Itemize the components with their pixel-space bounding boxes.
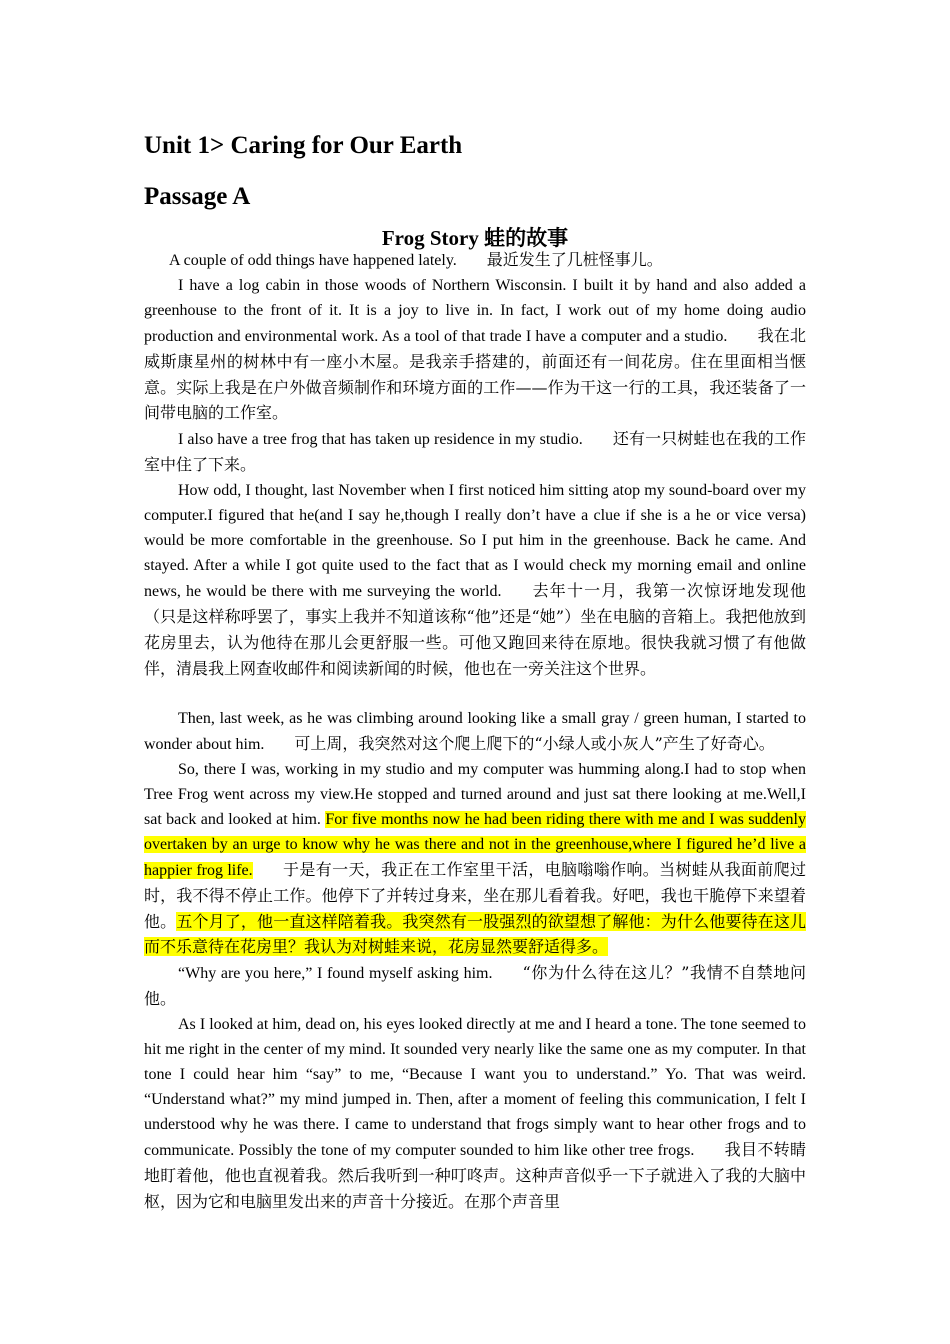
passage-body — [144, 248, 806, 1215]
paragraph-8-english: As I looked at him, dead on, his eyes looked directly at me and I heard a tone. The tone seemed to hit me right in the center of my mind. It sounded very nearly like the same one as my computer. In that tone I could hear him “say” to me, “Because I want you to understand.” Yo. That was weird. “Understand what?” my mind jumped in. Then, after a moment of feeling this communication, I felt I understood why he was there. I came to understand that frogs simply want to hear other frogs and to communicate. Possibly the tone of my computer sounded to him like other tree frogs. — [144, 1016, 806, 1159]
passage-title: Passage A — [144, 183, 251, 210]
story-title: Frog Story 蛙的故事 — [381, 226, 569, 250]
paragraph-4-chinese: 去年十一月，我第一次惊讶地发现他（只是这样称呼罢了，事实上我并不知道该称“他”还是“她”）坐在电脑的音箱上。我把他放到花房里去，认为他待在那儿会更舒服一些。可他又跑回来待在原地。很快我就习惯了有他做伴，清晨我上网查收邮件和阅读新闻的时候，他也在一旁关注这个世界。 — [144, 580, 806, 678]
paragraph-6-english: So, there I was, working in my studio and my computer was humming along.I had to stop when Tree Frog went across my view.He stopped and turned around and just sat there looking at me.Well,I sat back and looked at him. — [144, 761, 806, 828]
paragraph-3-english: I also have a tree frog that has taken up residence in my studio. — [178, 431, 583, 449]
paragraph-1-english: A couple of odd things have happened lately. — [169, 252, 457, 269]
paragraph-8 — [144, 1013, 806, 1215]
unit-title: Unit 1> Caring for Our Earth — [144, 132, 463, 159]
paragraph-5-chinese: 可上周，我突然对这个爬上爬下的“小绿人或小灰人”产生了好奇心。 — [294, 734, 775, 754]
paragraph-6-english-highlight: For five months now he had been riding there with me and I was suddenly overtaken by an urge to know why he was there and not in the greenhouse,where I figured he’d live a happier frog life. — [144, 810, 807, 879]
paragraph-7 — [144, 961, 806, 1013]
paragraph-4-english: How odd, I thought, last November when I first noticed him sitting atop my sound-board over my computer.I figured that he(and I say he,though I really don’t have a clue if she is a he or vice versa) would be more comfortable in the greenhouse. So I put him in the greenhouse. Back he came. And stayed. After a while I got quite used to the fact that as I would check my morning email and online news, he would be there with me surveying the world. — [144, 482, 806, 600]
paragraph-7-chinese: “你为什么待在这儿？”我情不自禁地问他。 — [144, 963, 806, 1009]
paragraph-6-chinese-highlight: 五个月了，他一直这样陪着我。我突然有一股强烈的欲望想了解他：为什么他要待在这儿而不乐意待在花房里？我认为对树蛙来说，花房显然要舒适得多。 — [144, 911, 806, 957]
paragraph-5-english: Then, last week, as he was climbing around looking like a small gray / green human, I started to wonder about him. — [144, 710, 806, 754]
paragraph-6 — [144, 758, 806, 961]
paragraph-2-chinese: 我在北威斯康星州的树林中有一座小木屋。是我亲手搭建的，前面还有一间花房。住在里面相当惬意。实际上我是在户外做音频制作和环境方面的工作——作为干这一行的工具，我还装备了一间带电脑的工作室。 — [144, 325, 806, 423]
paragraph-4 — [144, 479, 806, 682]
paragraph-3-chinese: 还有一只树蛙也在我的工作室中住了下来。 — [144, 429, 806, 475]
paragraph-5 — [144, 707, 806, 758]
paragraph-1-chinese: 最近发生了几桩怪事儿。 — [486, 250, 663, 269]
paragraph-6-chinese: 于是有一天，我正在工作室里干活，电脑嗡嗡作响。当树蛙从我面前爬过时，我不得不停止工作。他停下了并转过身来，坐在那儿看着我。好吧，我也干脆停下来望着他。 — [144, 859, 806, 931]
paragraph-3 — [144, 427, 806, 479]
paragraph-1 — [144, 248, 806, 274]
paragraph-7-english: “Why are you here,” I found myself asking him. — [178, 965, 493, 983]
paragraph-2-english: I have a log cabin in those woods of Northern Wisconsin. I built it by hand and also added a greenhouse to the front of it. It is a joy to live in. In fact, I work out of my home doing audio production and environmental work. As a tool of that trade I have a computer and a studio. — [144, 276, 806, 345]
paragraph-8-chinese: 我目不转睛地盯着他，他也直视着我。然后我听到一种叮咚声。这种声音似乎一下子就进入了我的大脑中枢，因为它和电脑里发出来的声音十分接近。在那个声音里 — [144, 1139, 806, 1211]
paragraph-2 — [144, 274, 806, 427]
